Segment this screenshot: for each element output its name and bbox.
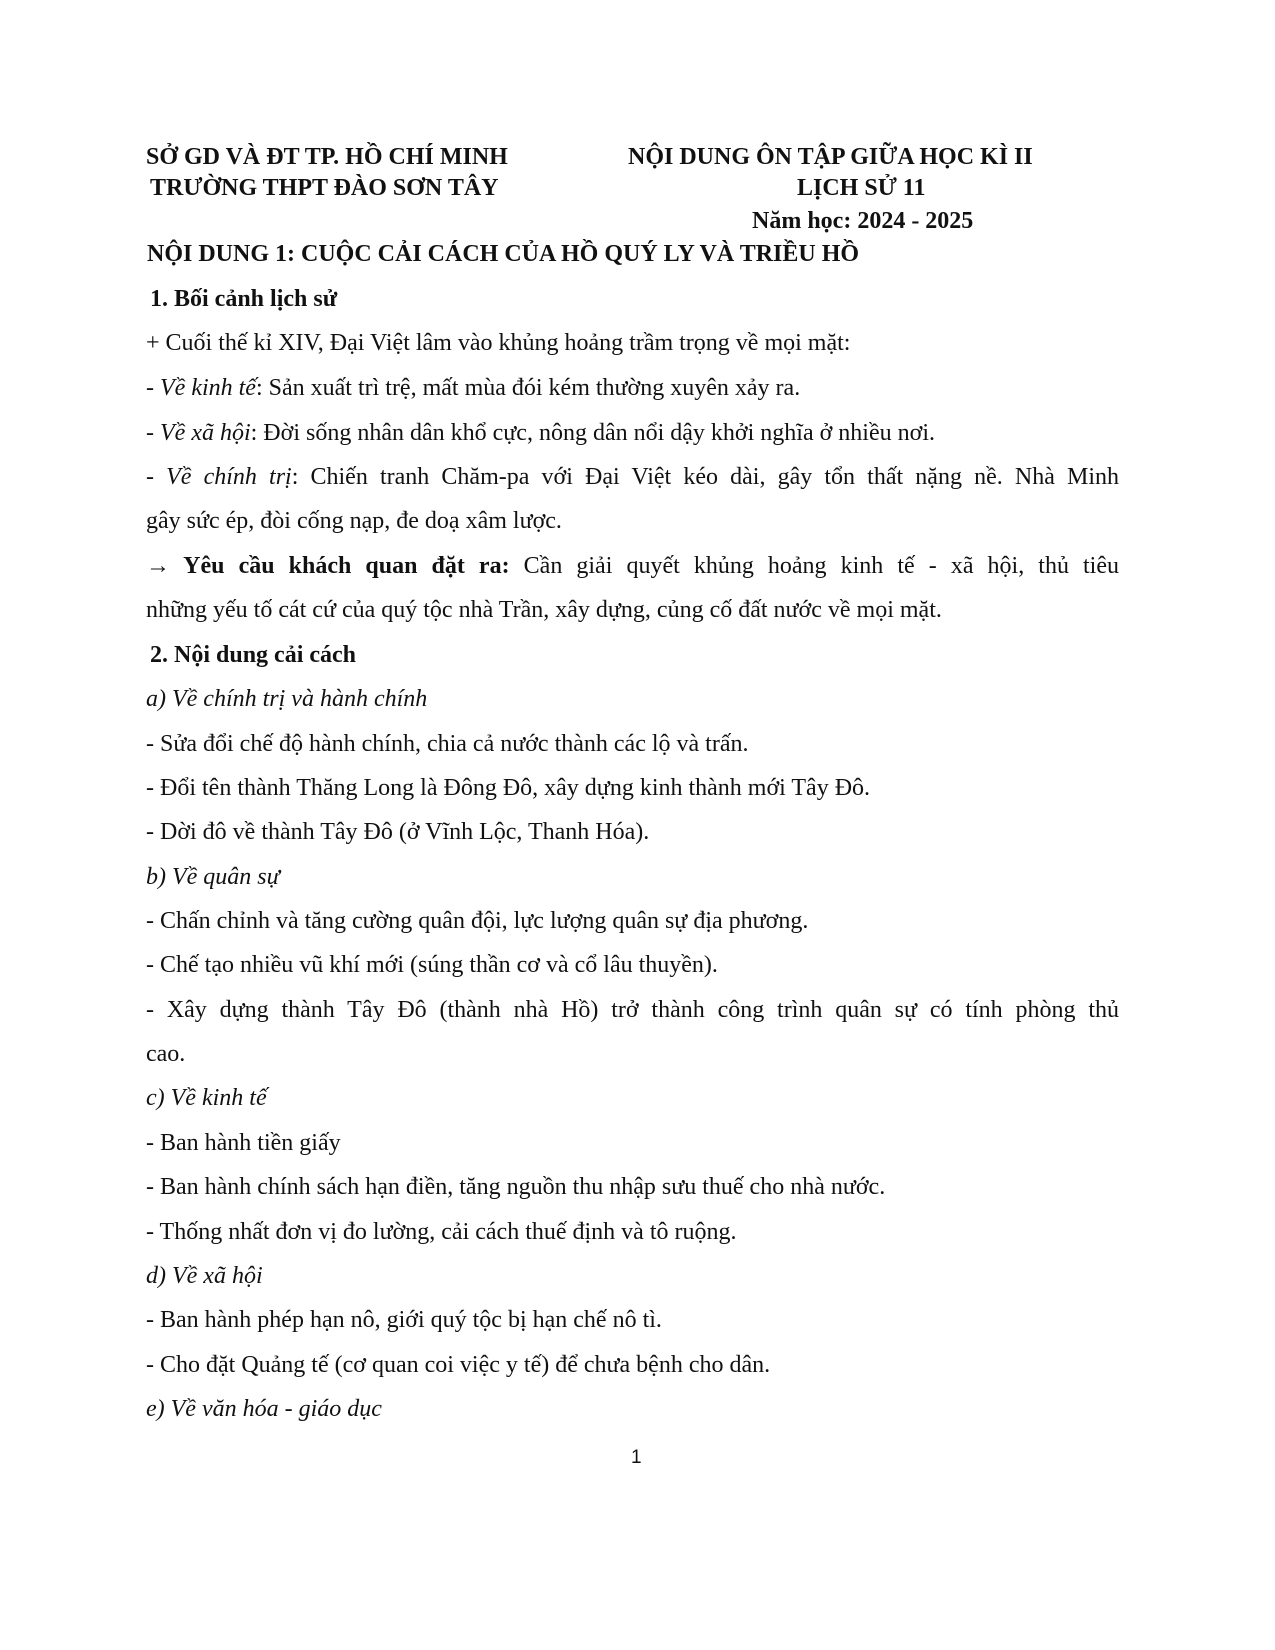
- society-line: - Về xã hội: Đời sống nhân dân khổ cực, nông dân nổi dậy khởi nghĩa ở nhiều nơi.: [146, 420, 935, 446]
- part2-heading: 2. Nội dung cải cách: [150, 642, 357, 668]
- part1-heading: 1. Bối cảnh lịch sử: [150, 286, 338, 312]
- economy-line: - Về kinh tế: Sản xuất trì trệ, mất mùa đói kém thường xuyên xảy ra.: [146, 375, 801, 401]
- economy-label: Về kinh tế: [160, 375, 256, 401]
- politics-label: Về chính trị: [166, 464, 292, 490]
- list-item: - Ban hành phép hạn nô, giới quý tộc bị hạn chế nô tì.: [146, 1307, 662, 1333]
- department-name: SỞ GD VÀ ĐT TP. HỒ CHÍ MINH: [146, 144, 508, 170]
- economy-text: : Sản xuất trì trệ, mất mùa đói kém thường xuyên xảy ra.: [255, 375, 801, 401]
- society-text: : Đời sống nhân dân khổ cực, nông dân nổi dậy khởi nghĩa ở nhiều nơi.: [250, 420, 935, 446]
- society-label: Về xã hội: [160, 420, 251, 446]
- list-item: - Xây dựng thành Tây Đô (thành nhà Hồ) trở thành công trình quân sự có tính phòng thủ: [146, 997, 1119, 1023]
- document-title: NỘI DUNG ÔN TẬP GIỮA HỌC KÌ II: [628, 144, 1033, 170]
- politics-text: : Chiến tranh Chăm-pa với Đại Việt kéo dài, gây tổn thất nặng nề. Nhà Minh: [291, 464, 1119, 490]
- list-item-cont: cao.: [146, 1041, 186, 1067]
- subsection-a-title: a) Về chính trị và hành chính: [146, 686, 428, 712]
- list-item: - Ban hành tiền giấy: [146, 1130, 341, 1156]
- section-title: NỘI DUNG 1: CUỘC CẢI CÁCH CỦA HỒ QUÝ LY VÀ TRIỀU HỒ: [147, 241, 860, 267]
- list-item: - Đổi tên thành Thăng Long là Đông Đô, xây dựng kinh thành mới Tây Đô.: [146, 775, 871, 801]
- subsection-d-title: d) Về xã hội: [146, 1263, 263, 1289]
- requirement-label: → Yêu cầu khách quan đặt ra:: [146, 553, 510, 579]
- school-year: Năm học: 2024 - 2025: [752, 208, 974, 234]
- part1-intro: + Cuối thế kỉ XIV, Đại Việt lâm vào khủng hoảng trầm trọng về mọi mặt:: [146, 330, 851, 356]
- requirement-line-cont: những yếu tố cát cứ của quý tộc nhà Trần, xây dựng, củng cố đất nước về mọi mặt.: [146, 597, 942, 623]
- list-item: - Chế tạo nhiều vũ khí mới (súng thần cơ và cổ lâu thuyền).: [146, 952, 718, 978]
- page-number: 1: [631, 1447, 642, 1468]
- subsection-e-title: e) Về văn hóa - giáo dục: [146, 1396, 382, 1422]
- politics-line-cont: gây sức ép, đòi cống nạp, đe doạ xâm lược.: [146, 508, 562, 534]
- requirement-text: Cần giải quyết khủng hoảng kinh tế - xã hội, thủ tiêu: [509, 553, 1120, 579]
- list-item: - Dời đô về thành Tây Đô (ở Vĩnh Lộc, Thanh Hóa).: [146, 819, 650, 845]
- requirement-line: [146, 553, 1119, 580]
- list-item: - Sửa đổi chế độ hành chính, chia cả nước thành các lộ và trấn.: [146, 731, 749, 757]
- list-item: - Ban hành chính sách hạn điền, tăng nguồn thu nhập sưu thuế cho nhà nước.: [146, 1174, 886, 1200]
- subsection-b-title: b) Về quân sự: [146, 864, 280, 890]
- list-item: - Cho đặt Quảng tế (cơ quan coi việc y tế) để chưa bệnh cho dân.: [146, 1352, 771, 1378]
- school-name: TRƯỜNG THPT ĐÀO SƠN TÂY: [150, 175, 499, 201]
- politics-line: - Về chính trị: Chiến tranh Chăm-pa với Đại Việt kéo dài, gây tổn thất nặng nề. Nhà Minh: [146, 464, 1119, 490]
- list-item: - Chấn chỉnh và tăng cường quân đội, lực lượng quân sự địa phương.: [146, 908, 809, 934]
- list-item: - Thống nhất đơn vị đo lường, cải cách thuế định và tô ruộng.: [146, 1219, 737, 1245]
- subsection-c-title: c) Về kinh tế: [146, 1085, 267, 1111]
- subject-title: LỊCH SỬ 11: [797, 175, 926, 201]
